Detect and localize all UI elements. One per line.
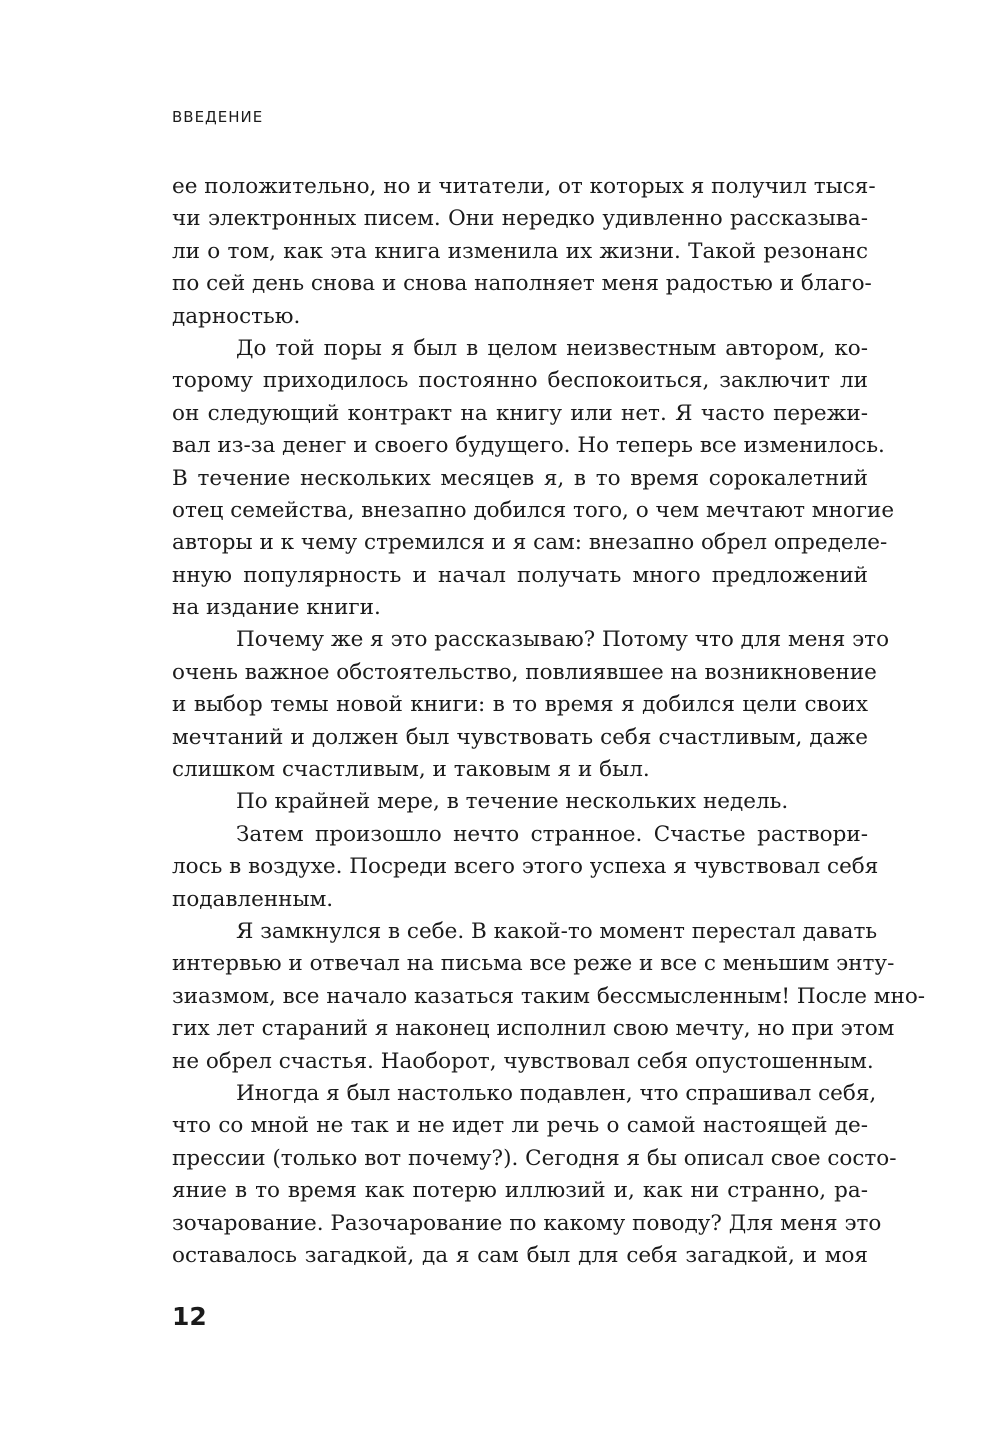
text-line: слишком счастливым, и таковым я и был. <box>172 757 650 783</box>
text-line: подавленным. <box>172 886 334 912</box>
paragraph <box>172 819 879 916</box>
text-line: чи электронных писем. Они нередко удивленно рассказыва- <box>172 206 868 232</box>
running-head: ВВЕДЕНИЕ <box>172 108 264 126</box>
body-text <box>172 171 926 1272</box>
text-line: ли о том, как эта книга изменила их жизни. Такой резонанс <box>172 238 868 264</box>
text-line: на издание книги. <box>172 595 381 621</box>
text-line: гих лет стараний я наконец исполнил свою мечту, но при этом <box>172 1016 895 1042</box>
text-line: яние в то время как потерю иллюзий и, как ни странно, ра- <box>172 1178 868 1204</box>
text-line: очень важное обстоятельство, повлиявшее на возникновение <box>172 659 877 685</box>
text-line: зочарование. Разочарование по какому поводу? Для меня это <box>172 1210 882 1236</box>
text-line: По крайней мере, в течение нескольких недель. <box>236 789 789 815</box>
paragraph <box>172 624 890 786</box>
text-line: прессии (только вот почему?). Сегодня я бы описал свое состо- <box>172 1145 897 1171</box>
paragraph <box>172 916 926 1078</box>
text-line: по сей день снова и снова наполняет меня радостью и благо- <box>172 271 872 297</box>
text-line: что со мной не так и не идет ли речь о самой настоящей де- <box>172 1113 868 1139</box>
text-line: авторы и к чему стремился и я сам: внезапно обрел определе- <box>172 530 888 556</box>
text-line: ее положительно, но и читатели, от которых я получил тыся- <box>172 174 876 199</box>
text-line: мечтаний и должен был чувствовать себя счастливым, даже <box>172 724 868 750</box>
text-line: он следующий контракт на книгу или нет. Я часто пережи- <box>172 400 868 426</box>
paragraph <box>172 786 868 818</box>
text-line: интервью и отвечал на письма все реже и все с меньшим энту- <box>172 951 895 977</box>
text-line: зиазмом, все начало казаться таким бессмысленным! После мно- <box>172 983 926 1009</box>
text-line: Иногда я был настолько подавлен, что спрашивал себя, <box>236 1080 877 1106</box>
page-number: 12 <box>172 1302 207 1331</box>
text-line: нную популярность и начал получать много предложений <box>172 562 868 588</box>
text-line: оставалось загадкой, да я сам был для себя загадкой, и моя <box>172 1242 868 1268</box>
paragraph <box>172 1078 897 1272</box>
text-line: лось в воздухе. Посреди всего этого успеха я чувствовал себя <box>172 854 879 880</box>
text-line: не обрел счастья. Наоборот, чувствовал себя опустошенным. <box>172 1048 874 1074</box>
text-line: вал из-за денег и своего будущего. Но теперь все изменилось. <box>172 433 885 459</box>
text-line: До той поры я был в целом неизвестным автором, ко- <box>236 335 868 361</box>
paragraph <box>172 171 876 333</box>
text-line: отец семейства, внезапно добился того, о чем мечтают многие <box>172 497 895 523</box>
text-line: дарностью. <box>172 303 301 329</box>
text-line: торому приходилось постоянно беспокоиться, заключит ли <box>172 368 868 394</box>
text-line: В течение нескольких месяцев я, в то время сорокалетний <box>172 465 868 491</box>
text-line: Почему же я это рассказываю? Потому что для меня это <box>236 627 890 653</box>
text-line: и выбор темы новой книги: в то время я добился цели своих <box>172 692 868 718</box>
paragraph <box>172 333 895 625</box>
text-line: Я замкнулся в себе. В какой-то момент перестал давать <box>236 918 878 944</box>
text-line: Затем произошло нечто странное. Счастье раствори- <box>236 821 868 847</box>
